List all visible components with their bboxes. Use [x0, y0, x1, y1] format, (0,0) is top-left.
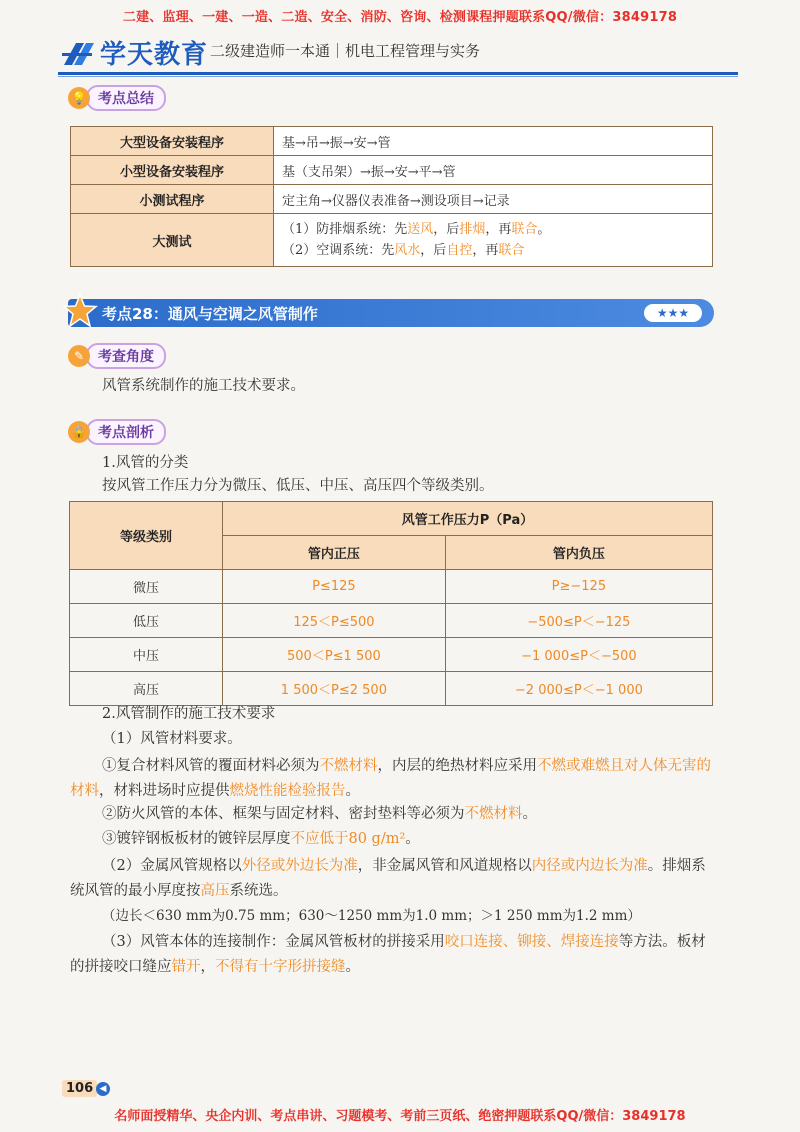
row-head: 大型设备安装程序 — [71, 127, 274, 156]
header-divider — [58, 72, 738, 75]
highlight: 内径或内边长为准 — [531, 858, 648, 874]
section-heading-2: 2.风管制作的施工技术要求 — [102, 706, 276, 722]
table-row — [71, 185, 713, 214]
highlight: 自控 — [446, 243, 473, 258]
row-value — [274, 214, 713, 267]
text-span: （1）防排烟系统：先 — [282, 222, 408, 237]
col-neg-header: 管内负压 — [445, 536, 712, 570]
table-row — [70, 672, 713, 706]
highlight: 不燃材料 — [464, 806, 523, 822]
highlight: 咬口连接、铆接、焊接连接 — [444, 934, 619, 950]
text-span: 。 — [345, 783, 360, 799]
logo-text: 学天教育 — [100, 40, 209, 70]
row-value: 定主角→仪器仪表准备→测设项目→记录 — [274, 185, 713, 214]
logo-mark-icon — [62, 39, 96, 67]
text-span: ，材料进场时应提供 — [99, 783, 230, 799]
highlight: 外径或外边长为准 — [241, 858, 358, 874]
test-line-ac — [282, 240, 704, 261]
pos-cell: 125＜P≤500 — [223, 604, 446, 638]
text-span: ， — [200, 959, 215, 975]
col-pressure-header: 风管工作压力P（Pa） — [223, 502, 713, 536]
highlight: 不应低于80 g/m² — [290, 831, 406, 847]
table-row — [70, 604, 713, 638]
summary-tag-label: 考点总结 — [86, 85, 166, 111]
summary-tag — [68, 86, 166, 110]
highlight: 不得有十字形拼接缝 — [215, 959, 346, 975]
bulb-icon: 💡 — [68, 87, 90, 109]
text-span: 等方 — [618, 934, 648, 950]
pin-icon: ✎ — [68, 345, 90, 367]
text-span: 。 — [537, 222, 551, 237]
lock-icon: 🔒 — [68, 421, 90, 443]
item-1 — [70, 754, 720, 804]
pos-cell: 1 500＜P≤2 500 — [223, 672, 446, 706]
analysis-tag — [68, 420, 166, 444]
subheading-materials: （1）风管材料要求。 — [102, 731, 242, 747]
summary-table — [70, 126, 713, 267]
table-row — [71, 214, 713, 267]
row-value: 基（支吊架）→振→安→平→管 — [274, 156, 713, 185]
text-span: 法。板材的拼接咬口缝应 — [70, 934, 706, 975]
level-cell: 低压 — [70, 604, 223, 638]
bottom-promo-banner: 名师面授精华、央企内训、考点串讲、习题模考、考前三页纸、绝密押题联系QQ/微信：3849178 — [114, 1109, 686, 1124]
table-row — [71, 156, 713, 185]
pos-cell: 500＜P≤1 500 — [223, 638, 446, 672]
highlight: 体无害的材料 — [70, 758, 711, 799]
highlight: 不燃或难燃且对人 — [537, 758, 653, 774]
pos-cell: P≤125 — [223, 570, 446, 604]
analysis-tag-label: 考点剖析 — [86, 419, 166, 445]
text-span: （2）空调系统：先 — [282, 243, 395, 258]
paragraph-duct-spec — [70, 854, 720, 904]
row-head: 大测试 — [71, 214, 274, 267]
neg-cell: P≥−125 — [445, 570, 712, 604]
neg-cell: −500≤P＜−125 — [445, 604, 712, 638]
text-span: ②防火风管的本体、框架与固定材料、密封垫料等必须为 — [102, 806, 465, 822]
level-cell: 微压 — [70, 570, 223, 604]
highlight: 错开 — [171, 959, 201, 975]
highlight: 风水 — [394, 243, 421, 258]
text-span: ，再 — [485, 222, 512, 237]
text-span: ，内层的绝热材料应采用 — [377, 758, 537, 774]
thickness-note: （边长＜630 mm为0.75 mm；630～1250 mm为1.0 mm；＞1 250 mm为1.2 mm） — [102, 908, 641, 924]
text-span: ①复合材料风管的覆面材料必须为 — [102, 758, 320, 774]
row-value: 基→吊→振→安→管 — [274, 127, 713, 156]
table-row — [70, 638, 713, 672]
table-row — [70, 570, 713, 604]
section-heading-1: 1.风管的分类 — [102, 455, 189, 471]
classification-text: 按风管工作压力分为微压、低压、中压、高压四个等级类别。 — [102, 478, 494, 494]
item-2 — [102, 804, 537, 825]
page-number: 106 — [62, 1080, 97, 1097]
col-pos-header: 管内正压 — [223, 536, 446, 570]
header-divider-thin — [58, 76, 738, 77]
item-3 — [102, 829, 420, 850]
highlight: 排烟 — [459, 222, 486, 237]
neg-cell: −2 000≤P＜−1 000 — [445, 672, 712, 706]
point28-title: 考点28：通风与空调之风管制作 — [102, 305, 318, 323]
text-span: 系统选。 — [229, 883, 288, 899]
text-span: 。 — [405, 831, 420, 847]
text-span: （2）金属风管规格以 — [102, 858, 242, 874]
highlight: 不燃材料 — [319, 758, 378, 774]
angle-tag-label: 考查角度 — [86, 343, 166, 369]
col-level-header: 等级类别 — [70, 502, 223, 570]
text-span: （3）风管本体的连接制作：金属风管板材的拼接采用 — [102, 934, 445, 950]
text-span: 排烟系统风管的最小厚度按 — [70, 858, 706, 899]
highlight: 送风 — [407, 222, 434, 237]
difficulty-stars: ★★★ — [644, 304, 702, 322]
top-promo-banner: 二建、监理、一建、一造、二造、安全、消防、咨询、检测课程押题联系QQ/微信：3849178 — [122, 10, 678, 25]
neg-cell: −1 000≤P＜−500 — [445, 638, 712, 672]
row-head: 小测试程序 — [71, 185, 274, 214]
point28-banner — [68, 299, 714, 327]
table-header-row — [70, 502, 713, 536]
book-title: 二级建造师一本通｜机电工程管理与实务 — [210, 42, 481, 60]
brand-logo — [62, 34, 208, 71]
highlight: 联合 — [498, 243, 525, 258]
angle-text: 风管系统制作的施工技术要求。 — [102, 378, 305, 394]
paragraph-connection — [70, 930, 720, 980]
text-span: 。 — [647, 858, 663, 874]
star-icon — [62, 293, 98, 329]
table-row — [71, 127, 713, 156]
row-head: 小型设备安装程序 — [71, 156, 274, 185]
highlight: 燃烧性能检验报告 — [229, 783, 346, 799]
highlight: 联合 — [511, 222, 538, 237]
text-span: 。 — [522, 806, 537, 822]
highlight: 高压 — [200, 883, 230, 899]
text-span: ，再 — [472, 243, 499, 258]
page-arrow-icon: ◀ — [96, 1082, 110, 1096]
level-cell: 中压 — [70, 638, 223, 672]
text-span: ③镀锌钢板板材的镀锌层厚度 — [102, 831, 291, 847]
text-span: 。 — [345, 959, 360, 975]
test-line-smoke — [282, 219, 704, 240]
pressure-table — [69, 501, 713, 706]
level-cell: 高压 — [70, 672, 223, 706]
angle-tag — [68, 344, 166, 368]
text-span: ，非金属风管和风道规格以 — [357, 858, 532, 874]
text-span: ，后 — [420, 243, 447, 258]
text-span: ，后 — [433, 222, 460, 237]
